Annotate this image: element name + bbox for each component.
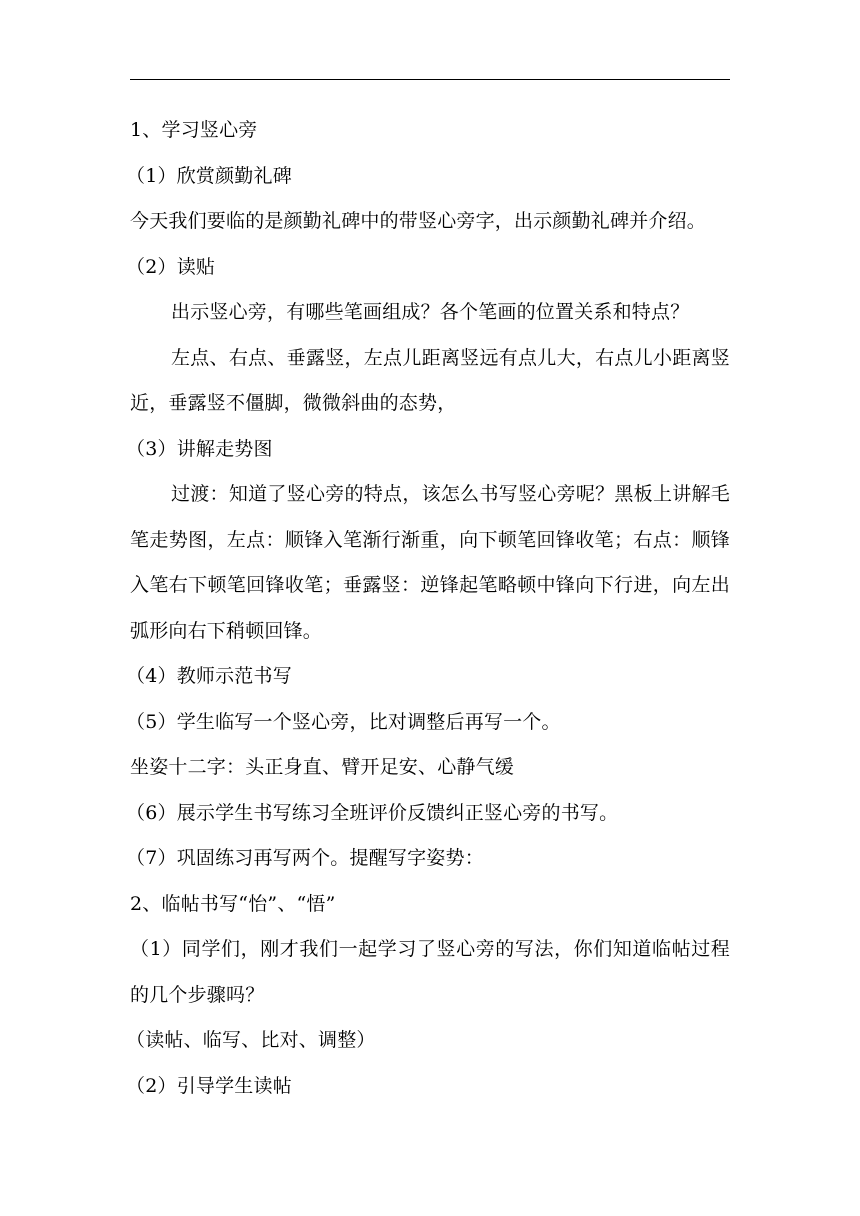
paragraph-strokes-description: 左点、右点、垂露竖，左点儿距离竖远有点儿大，右点儿小距离竖近，垂露竖不僵脚，微微斜曲的态势， bbox=[130, 346, 730, 414]
header-rule bbox=[130, 79, 730, 80]
document-body bbox=[126, 108, 730, 1109]
paragraph-intro: 今天我们要临的是颜勤礼碑中的带竖心旁字，出示颜勤礼碑并介绍。 bbox=[130, 210, 707, 232]
section-heading-2: 2、临帖书写“怡”、“悟” bbox=[130, 892, 336, 915]
section-heading-1: 1、学习竖心旁 bbox=[130, 119, 258, 141]
subsection-diagram: （3）讲解走势图 bbox=[126, 437, 273, 460]
subsection-consolidate: （7）巩固练习再写两个。提醒写字姿势： bbox=[126, 847, 484, 869]
subsection-guide-reading: （2）引导学生读帖 bbox=[126, 1074, 292, 1097]
subsection-appreciate: （1）欣赏颜勤礼碑 bbox=[126, 164, 292, 187]
subsection-read: （2）读贴 bbox=[126, 255, 216, 278]
paragraph-strokes-question: 出示竖心旁，有哪些笔画组成？各个笔画的位置关系和特点？ bbox=[171, 301, 690, 323]
subsection-showcase: （6）展示学生书写练习全班评价反馈纠正竖心旁的书写。 bbox=[126, 801, 619, 824]
paragraph-steps-question: （1）同学们，刚才我们一起学习了竖心旁的写法，你们知道临帖过程的几个步骤吗？ bbox=[130, 938, 730, 1006]
subsection-teacher-demo: （4）教师示范书写 bbox=[126, 665, 292, 687]
paragraph-posture: 坐姿十二字：头正身直、臂开足安、心静气缓 bbox=[130, 756, 515, 778]
paragraph-diagram-explanation: 过渡：知道了竖心旁的特点，该怎么书写竖心旁呢？黑板上讲解毛笔走势图，左点：顺锋入笔渐行渐重，向下顿笔回锋收笔；右点：顺锋入笔右下顿笔回锋收笔；垂露竖：逆锋起笔略顿中锋向下行进，向左出弧形向右下稍顿回锋。 bbox=[130, 483, 730, 642]
paragraph-steps-answer: （读帖、临写、比对、调整） bbox=[126, 1029, 376, 1051]
subsection-student-practice: （5）学生临写一个竖心旁，比对调整后再写一个。 bbox=[126, 710, 561, 733]
